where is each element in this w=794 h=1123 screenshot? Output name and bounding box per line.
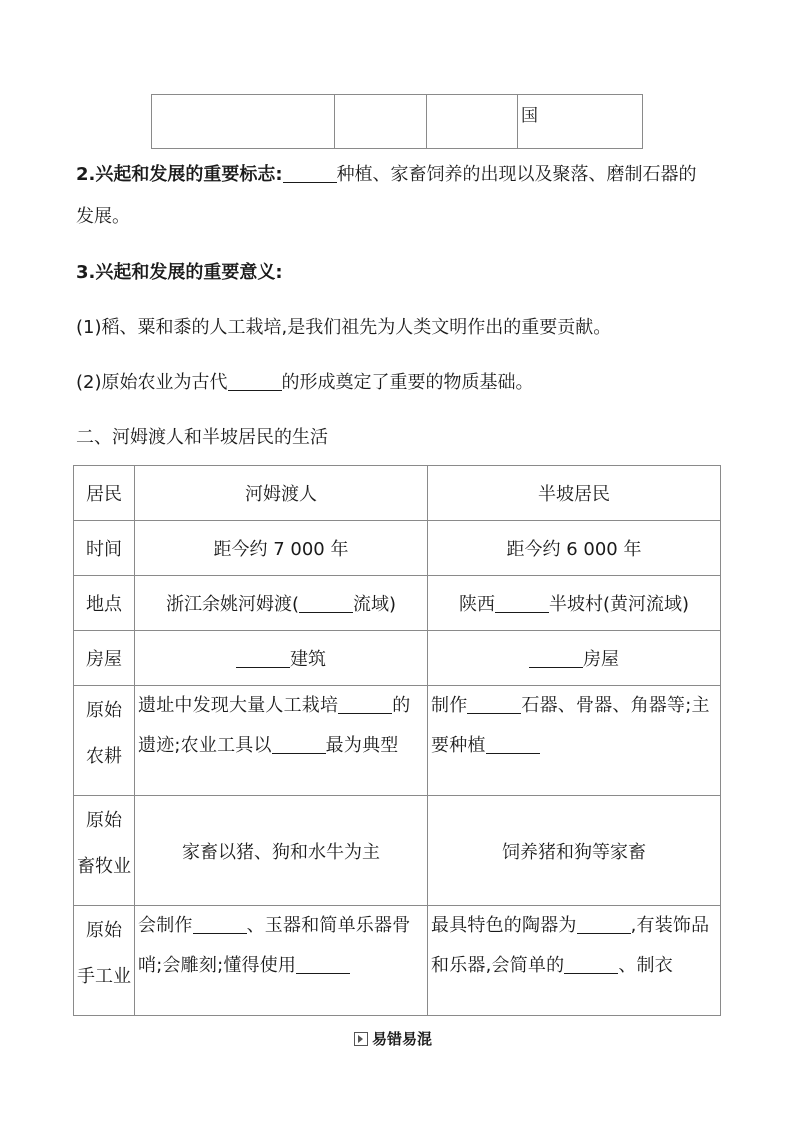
cell-text: 哨;会雕刻;懂得使用	[138, 955, 297, 976]
table-cell: 国	[518, 95, 643, 149]
fill-blank	[564, 955, 618, 974]
table-row	[74, 576, 721, 631]
cell-line	[138, 726, 427, 766]
table-cell	[428, 906, 721, 1016]
table-cell	[428, 686, 721, 796]
table-cell: 家畜以猪、狗和水牛为主	[135, 796, 428, 906]
row-label-line: 畜牧业	[77, 856, 131, 877]
fill-blank	[272, 735, 326, 754]
table-row	[74, 466, 721, 521]
section2-line	[76, 160, 697, 186]
fill-blank	[299, 594, 353, 613]
row-label	[74, 906, 135, 1016]
row-label: 时间	[74, 521, 135, 576]
item2-before: (2)原始农业为古代	[76, 372, 228, 393]
fill-blank	[296, 955, 350, 974]
fill-blank	[283, 164, 337, 183]
column-header: 河姆渡人	[135, 466, 428, 521]
top-table-fragment	[151, 94, 643, 149]
fill-blank	[486, 735, 540, 754]
table-cell	[428, 631, 721, 686]
cell-text: 会制作	[138, 915, 193, 936]
cell-text: 的	[392, 695, 411, 716]
table-cell	[135, 631, 428, 686]
cell-text: 遗址中发现大量人工栽培	[138, 695, 339, 716]
row-label: 居民	[74, 466, 135, 521]
fill-blank	[236, 649, 290, 668]
cell-text: 最为典型	[325, 735, 399, 756]
section-footer	[354, 1028, 432, 1049]
table-cell	[427, 95, 518, 149]
fill-blank	[529, 649, 583, 668]
cell-text: 遗迹;农业工具以	[138, 735, 272, 756]
cell-text: 半坡村(黄河流域)	[548, 594, 690, 615]
section2-continuation: 发展。	[76, 206, 130, 227]
item1-text: (1)稻、粟和黍的人工栽培,是我们祖先为人类文明作出的重要贡献。	[76, 317, 612, 338]
table-row	[74, 521, 721, 576]
cell-line	[138, 946, 427, 986]
cell-text: 陕西	[458, 594, 495, 615]
cell-line	[431, 726, 720, 766]
table-row	[74, 906, 721, 1016]
footer-label: 易错易混	[372, 1030, 433, 1048]
table-cell	[335, 95, 427, 149]
table-cell	[152, 95, 335, 149]
row-label-line: 手工业	[77, 966, 131, 987]
cell-text: 建筑	[290, 649, 326, 670]
table-cell: 距今约 6 000 年	[428, 521, 721, 576]
fill-blank	[495, 594, 549, 613]
cell-line	[431, 686, 720, 726]
cell-text: 和乐器,会简单的	[431, 955, 565, 976]
row-label-line: 农耕	[86, 746, 122, 767]
fill-blank	[338, 695, 392, 714]
row-label-line: 原始	[86, 920, 122, 941]
row-label-line: 原始	[86, 810, 122, 831]
cell-line	[138, 686, 427, 726]
cell-text: 最具特色的陶器为	[431, 915, 577, 936]
cell-line	[138, 906, 427, 946]
table-row	[74, 796, 721, 906]
item2-line	[76, 368, 534, 394]
fill-blank	[577, 915, 631, 934]
table-cell	[135, 576, 428, 631]
row-label	[74, 686, 135, 796]
row-label-line: 原始	[86, 700, 122, 721]
table-cell: 距今约 7 000 年	[135, 521, 428, 576]
cell-line	[431, 906, 720, 946]
table-row	[74, 631, 721, 686]
cell-text: 制作	[431, 695, 468, 716]
cell-text: 流域)	[353, 594, 397, 615]
table-row	[74, 686, 721, 796]
cell-text: 浙江余姚河姆渡(	[165, 594, 299, 615]
section-marker-icon	[354, 1032, 368, 1046]
row-label	[74, 796, 135, 906]
column-header: 半坡居民	[428, 466, 721, 521]
cell-text: 要种植	[431, 735, 486, 756]
fill-blank	[193, 915, 247, 934]
table-cell: 饲养猪和狗等家畜	[428, 796, 721, 906]
table-row	[152, 95, 643, 149]
table-cell	[135, 906, 428, 1016]
cell-text: 房屋	[583, 649, 619, 670]
row-label: 地点	[74, 576, 135, 631]
item2-after: 的形成奠定了重要的物质基础。	[281, 372, 534, 393]
fill-blank	[228, 372, 282, 391]
comparison-table	[73, 465, 721, 1016]
table-cell	[135, 686, 428, 796]
table-cell	[428, 576, 721, 631]
section2-text: 种植、家畜饲养的出现以及聚落、磨制石器的	[336, 164, 697, 185]
section2-heading: 2.兴起和发展的重要标志:	[76, 164, 283, 185]
cell-text: 、制衣	[618, 955, 673, 976]
cell-text: 、玉器和简单乐器骨	[246, 915, 411, 936]
cell-text: 石器、骨器、角器等;主	[521, 695, 710, 716]
part2-title: 二、河姆渡人和半坡居民的生活	[76, 427, 328, 448]
section3-heading: 3.兴起和发展的重要意义:	[76, 262, 283, 283]
cell-line	[431, 946, 720, 986]
cell-text: ,有装饰品	[630, 915, 710, 936]
fill-blank	[467, 695, 521, 714]
row-label: 房屋	[74, 631, 135, 686]
